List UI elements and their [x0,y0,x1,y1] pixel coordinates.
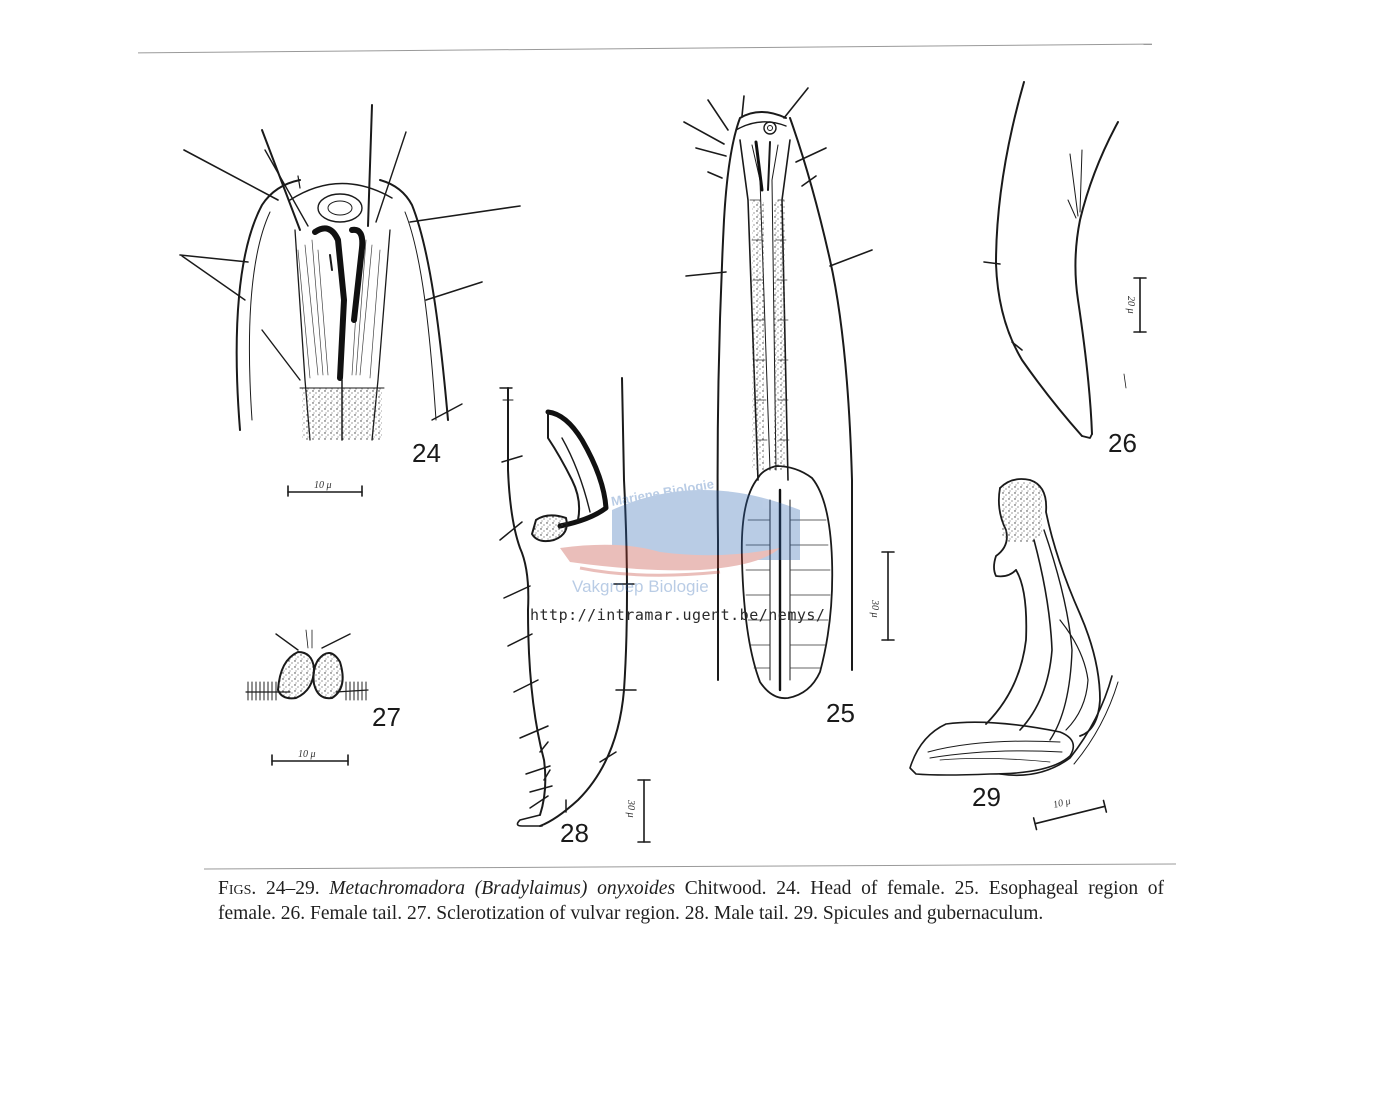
scale-label-28: 30 μ [625,800,636,818]
figure-27-vulva-drawing [246,630,368,700]
figure-number-28: 28 [560,818,589,848]
scale-bar-28 [638,780,650,842]
figure-number-27: 27 [372,702,401,732]
watermark-group-text: Vakgroep Biologie [572,577,709,596]
watermark-arc-text: Mariene Biologie [609,476,715,509]
figure-26-female-tail-drawing [984,82,1126,438]
figure-29-spicules-drawing [910,479,1118,775]
figure-caption [218,876,1164,926]
scale-bar-25 [882,552,894,640]
figure-number-26: 26 [1108,428,1137,458]
figure-number-24: 24 [412,438,441,468]
caption-species: onyxoides [597,878,676,899]
scale-label-26: 20 μ [1125,296,1136,314]
caption-figs-label: Figs. 24–29. [218,878,320,899]
caption-descriptions: Chitwood. 24. Head of female. 25. Esophageal region of female. 26. Female tail. 27. Sclerotization of vulvar region. 28. Male tail. 29. Spicules and gubernaculum. [218,878,1165,924]
scale-label-24: 10 μ [314,480,332,491]
watermark-url: http://intramar.ugent.be/nemys/ [530,606,826,624]
figure-24-head-drawing [180,105,520,440]
caption-subgenus: (Bradylaimus) [474,878,588,899]
scale-label-29: 10 μ [1052,795,1072,811]
figure-number-25: 25 [826,698,855,728]
watermark [560,476,800,596]
caption-genus: Metachromadora [329,878,466,899]
scale-label-27: 10 μ [298,749,316,760]
figure-number-29: 29 [972,782,1001,812]
scale-label-25: 30 μ [869,600,880,618]
figure-28-male-tail-drawing [500,378,636,826]
